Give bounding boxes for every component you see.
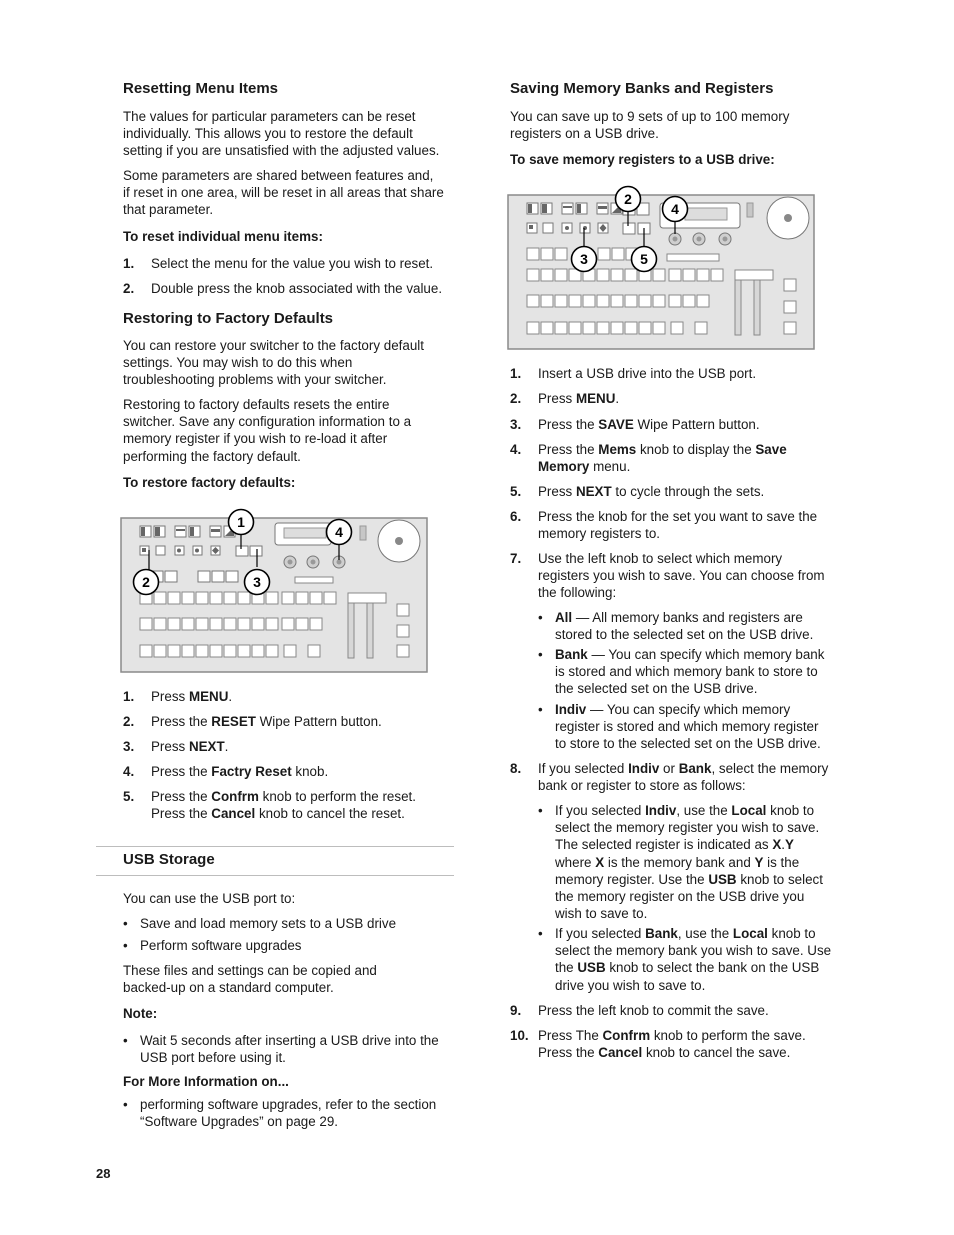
step-text: [538, 390, 619, 407]
factory-step-5: [123, 788, 463, 824]
step-number: 4.: [510, 442, 522, 457]
bullet-dot: •: [538, 926, 543, 941]
text-run: the: [555, 960, 578, 976]
step-text: [151, 763, 328, 780]
factory-para-1: [123, 337, 424, 389]
text-line: that parameter.: [123, 202, 214, 218]
keyword: Indiv: [628, 761, 660, 776]
text-line: performing the factory default.: [123, 448, 301, 464]
text-run: Press: [151, 689, 189, 704]
callout-label: 3: [580, 251, 588, 267]
bullet-text: [555, 646, 824, 698]
reset-procedure-title: To reset individual menu items:: [123, 229, 323, 244]
step-text: [151, 738, 228, 755]
heading-saving-memory-banks: Saving Memory Banks and Registers: [510, 80, 774, 97]
bullet-text: [555, 609, 813, 643]
saving-intro: [510, 108, 789, 142]
text-run: Wipe Pattern button.: [633, 417, 760, 432]
saving-procedure-title: To save memory registers to a USB drive:: [510, 152, 775, 167]
keyword: All: [555, 610, 573, 625]
switcher-panel-illustration-factory: [120, 507, 430, 675]
text-run: to cycle through the sets.: [611, 484, 765, 499]
text-run: menu.: [589, 459, 631, 475]
keyword: NEXT: [575, 484, 612, 499]
keyword: Bank: [555, 647, 588, 662]
text-run: .: [228, 689, 233, 704]
text-line: setting if you are unsatisfied with the adjusted values.: [123, 143, 440, 159]
text-line: USB port before using it.: [140, 1050, 286, 1066]
text-run: memory register. Use the: [555, 871, 709, 887]
text-run: Press the: [538, 1045, 599, 1061]
text-run: knob to cancel the save.: [642, 1045, 791, 1061]
text-run: .: [615, 391, 620, 406]
bullet-dot: •: [538, 702, 543, 717]
step-text: [151, 688, 232, 705]
step-number: 8.: [510, 761, 522, 776]
step-number: 2.: [510, 391, 522, 406]
page-number: 28: [96, 1166, 111, 1181]
text-line: registers on a USB drive.: [510, 126, 659, 142]
text-run: Press: [151, 739, 189, 754]
text-line: the selected set on the USB drive.: [555, 681, 758, 697]
callout-label: 4: [671, 201, 679, 217]
keyword: MENU: [575, 391, 616, 406]
reset-para-1: [123, 108, 439, 160]
text-line: register is stored and which memory register: [555, 719, 819, 735]
usb-para: [123, 962, 377, 996]
step-text: [538, 508, 817, 542]
bullet-text: Save and load memory sets to a USB drive: [140, 916, 397, 931]
keyword: Local: [732, 926, 768, 941]
callout-label: 5: [640, 251, 648, 267]
keyword: Bank: [678, 761, 712, 776]
bullet-text: [140, 1096, 436, 1130]
keyword: Cancel: [598, 1045, 643, 1061]
text-run: knob to select: [736, 871, 823, 887]
heading-resetting-menu-items: Resetting Menu Items: [123, 80, 279, 97]
text-run: knob to cancel the reset.: [255, 806, 405, 822]
step-text: [538, 760, 828, 794]
keyword: USB: [577, 960, 606, 976]
keyword: Mems: [598, 442, 637, 457]
text-line: performing software upgrades, refer to the section: [140, 1097, 437, 1112]
keyword: MENU: [188, 689, 229, 704]
text-run: — You can specify which memory: [586, 702, 791, 717]
keyword: RESET: [211, 714, 256, 729]
text-run: Press the: [538, 417, 599, 432]
step-number: 1.: [510, 366, 522, 381]
keyword: Confrm: [602, 1028, 651, 1043]
text-line: is stored and which memory bank to store to: [555, 664, 818, 680]
text-line: memory register if you wish to re-load it after: [123, 431, 388, 447]
text-line: select the memory register you wish to save.: [555, 820, 820, 836]
keyword: X: [772, 837, 782, 853]
text-line: You can restore your switcher to the factory default: [123, 338, 424, 353]
keyword: Bank: [645, 926, 678, 941]
text-run: , use the: [677, 926, 733, 941]
bullet-dot: •: [123, 938, 128, 953]
factory-procedure-title: To restore factory defaults:: [123, 475, 296, 490]
text-line: stored to the selected set on the USB drive.: [555, 627, 814, 643]
callout-label: 3: [253, 574, 261, 590]
step-number: 7.: [510, 551, 522, 566]
text-run: — You can specify which memory bank: [587, 647, 825, 662]
bullet-dot: •: [123, 1033, 128, 1048]
text-run: The selected register is indicated as: [555, 837, 773, 853]
text-line: Some parameters are shared between features and,: [123, 168, 434, 183]
keyword: X: [595, 854, 605, 870]
callout-label: 2: [624, 191, 632, 207]
keyword: USB: [708, 871, 737, 887]
text-run: is the memory bank and: [604, 854, 755, 870]
step-text: [538, 1027, 806, 1061]
keyword: Cancel: [211, 806, 256, 822]
step-number: 1.: [123, 256, 135, 271]
text-run: knob to: [766, 803, 815, 818]
keyword: Confrm: [211, 789, 259, 804]
callout-label: 1: [237, 514, 245, 530]
text-run: , select the memory: [711, 761, 829, 776]
text-run: Press: [538, 484, 576, 499]
text-run: knob to: [767, 926, 816, 941]
text-run: .: [781, 837, 786, 853]
bullet-dot: •: [538, 647, 543, 662]
note-title: Note:: [123, 1006, 158, 1021]
step-number: 2.: [123, 714, 135, 729]
text-line: Restoring to factory defaults resets the entire: [123, 397, 390, 412]
step-text: Double press the knob associated with the value.: [151, 281, 443, 296]
text-run: Wipe Pattern button.: [255, 714, 382, 729]
step-number: 1.: [123, 689, 135, 704]
text-line: if reset in one area, will be reset in all areas that share: [123, 185, 444, 201]
text-run: knob to perform the reset.: [258, 789, 416, 804]
text-run: If you selected: [555, 926, 646, 941]
bullet-dot: •: [538, 610, 543, 625]
factory-para-2: [123, 396, 411, 465]
keyword: Indiv: [555, 702, 587, 717]
callout-label: 2: [142, 574, 150, 590]
text-line: The values for particular parameters can be reset: [123, 109, 416, 124]
text-line: registers you wish to save. You can choose from: [538, 568, 825, 584]
text-run: Press the: [151, 714, 212, 729]
keyword: Local: [731, 803, 767, 818]
step-text: [538, 441, 787, 475]
step-number: 10.: [510, 1028, 529, 1043]
text-line: backed-up on a standard computer.: [123, 980, 334, 996]
text-line: Wait 5 seconds after inserting a USB drive into the: [140, 1033, 439, 1048]
bullet-dot: •: [123, 916, 128, 931]
text-run: .: [224, 739, 229, 754]
step-text: Select the menu for the value you wish to reset.: [151, 256, 434, 271]
text-line: to store to the selected set on the USB drive.: [555, 736, 821, 752]
step-text: [151, 713, 382, 730]
reset-para-2: [123, 167, 444, 219]
keyword: Factry Reset: [211, 764, 292, 779]
step-number: 5.: [510, 484, 522, 499]
keyword: NEXT: [188, 739, 225, 754]
text-line: Use the left knob to select which memory: [538, 551, 783, 566]
step-number: 3.: [510, 417, 522, 432]
text-line: individually. This allows you to restore the default: [123, 126, 413, 142]
step-number: 4.: [123, 764, 135, 779]
text-run: Press The: [538, 1028, 603, 1043]
text-line: switcher. Save any configuration information to a: [123, 414, 412, 430]
keyword: Indiv: [645, 803, 677, 818]
text-run: Press the: [538, 442, 599, 457]
bullet-text: Perform software upgrades: [140, 938, 302, 953]
text-run: If you selected: [538, 761, 629, 776]
text-run: Press the: [151, 789, 212, 804]
bullet-dot: •: [123, 1097, 128, 1112]
keyword: Memory: [538, 459, 590, 475]
text-line: the memory register on the USB drive you: [555, 889, 805, 905]
text-run: knob.: [291, 764, 329, 779]
text-line: “Software Upgrades” on page 29.: [140, 1114, 339, 1130]
step-number: 9.: [510, 1003, 522, 1018]
step-text: Insert a USB drive into the USB port.: [538, 366, 757, 381]
step-number: 2.: [123, 281, 135, 296]
bullet-text: [140, 1032, 439, 1066]
text-run: , use the: [676, 803, 732, 818]
bullet-dot: •: [538, 803, 543, 818]
text-line: troubleshooting problems with your switcher.: [123, 372, 387, 388]
keyword: Save: [755, 442, 787, 457]
keyword: SAVE: [598, 417, 634, 432]
text-run: knob to perform the save.: [650, 1028, 806, 1043]
callout-label: 4: [335, 524, 343, 540]
text-run: If you selected: [555, 803, 646, 818]
text-line: Press the knob for the set you want to save the: [538, 509, 818, 524]
section-rule-bottom: [96, 875, 454, 876]
text-line: These files and settings can be copied and: [123, 963, 377, 978]
step-text: [151, 788, 416, 822]
text-run: Press the: [151, 764, 212, 779]
text-line: bank or register to store as follows:: [538, 778, 746, 794]
usb-intro: You can use the USB port to:: [123, 891, 296, 906]
step-number: 6.: [510, 509, 522, 524]
text-run: where: [555, 854, 596, 870]
text-run: knob to select the bank on the USB: [605, 960, 820, 976]
heading-usb-storage: USB Storage: [123, 851, 215, 868]
keyword: Y: [754, 854, 764, 870]
bullet-text: [555, 925, 831, 994]
text-line: select the memory bank you wish to save. Use: [555, 943, 832, 959]
step-number: 3.: [123, 739, 135, 754]
text-line: the following:: [538, 585, 617, 601]
step-text: Press the left knob to commit the save.: [538, 1003, 769, 1018]
section-rule-top: [96, 846, 454, 847]
keyword: Y: [785, 837, 794, 853]
text-run: is the: [763, 854, 800, 870]
text-line: settings. You may wish to do this when: [123, 355, 353, 371]
step-number: 5.: [123, 789, 135, 804]
text-run: Press: [538, 391, 576, 406]
more-info-title: For More Information on...: [123, 1074, 289, 1089]
text-run: knob to display the: [636, 442, 756, 457]
bullet-text: [555, 701, 821, 753]
text-run: or: [659, 761, 679, 776]
text-line: memory registers to.: [538, 526, 661, 542]
text-line: drive you wish to save to.: [555, 977, 706, 993]
bullet-text: [555, 802, 823, 922]
heading-restoring-factory-defaults: Restoring to Factory Defaults: [123, 310, 334, 327]
text-line: wish to save to.: [555, 906, 648, 922]
step-text: [538, 416, 760, 433]
text-line: You can save up to 9 sets of up to 100 memory: [510, 109, 790, 124]
step-text: [538, 550, 825, 602]
text-run: — All memory banks and registers are: [572, 610, 803, 625]
text-run: Press the: [151, 806, 212, 822]
step-text: [538, 483, 764, 500]
switcher-panel-illustration-save: [507, 184, 817, 352]
